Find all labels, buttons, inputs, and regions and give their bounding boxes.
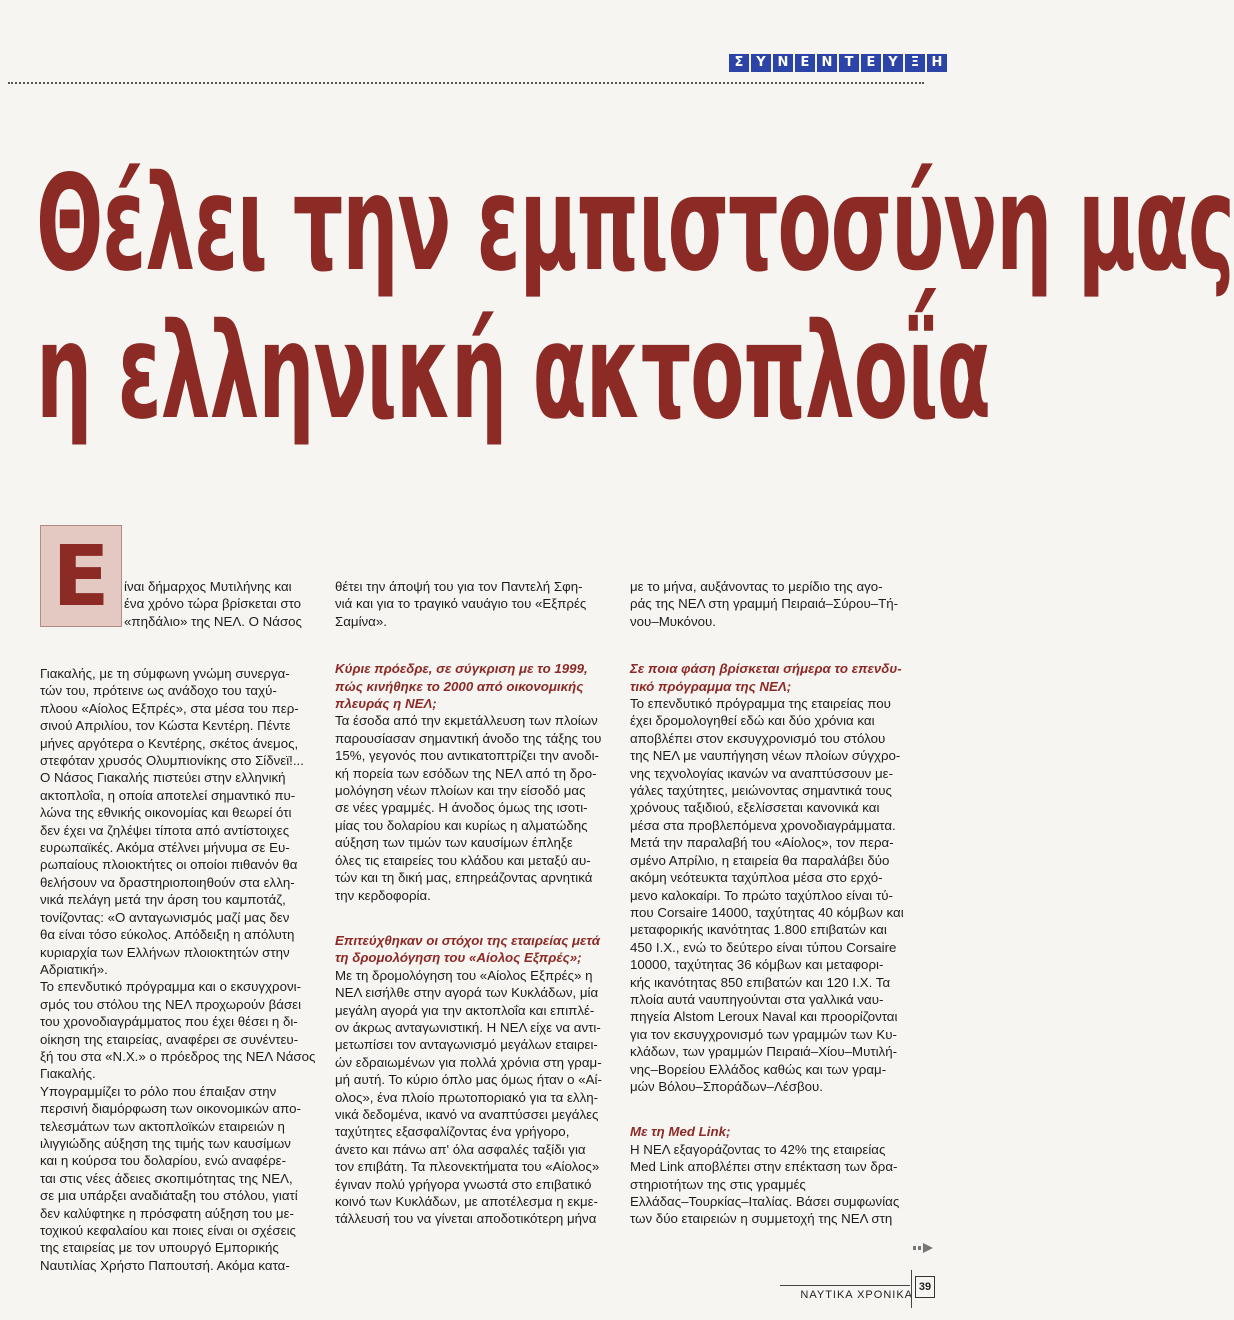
banner-letter: Ε [795, 54, 815, 72]
banner-letter: Σ [729, 54, 749, 72]
continue-arrow-icon [913, 1243, 935, 1253]
magazine-name: ΝΑΥΤΙΚΑ ΧΡΟΝΙΚΑ [800, 1289, 913, 1301]
paragraph: Υπογραμμίζει το ρόλο που έπαιξαν στην περσινή διαμόρφωση των οικονομικών απο- τελεσμάτων των ακτοπλοϊκών εταιρειών η ιλιγγιώδης αύξηση της τιμής των καυσίμων και η κούρσα του δολαρίου, ενώ αναφέρε- ται στις νέες άδειες σκοπιμότητας της ΝΕΛ, σε μια υπάρξει αναδιάταξη του στόλου, γιατί δεν καλύφτηκε η πρόσφατη αύξηση του με- τοχικού κεφαλαίου και ποιες είναι οι σχέσεις της εταιρείας με τον υπουργό Εμπορικής Ναυτιλίας Χρήστο Παπουτσή. Ακόμα κατα- [40, 1083, 301, 1273]
interview-question: Με τη Med Link; [630, 1124, 731, 1140]
banner-letter: Υ [751, 54, 771, 72]
paragraph: θέτει την άποψή του για τον Παντελή Σφη- νιά και για το τραγικό ναυάγιο του «Εξπρές Σαμίνα». [335, 579, 587, 629]
interview-question: Σε ποια φάση βρίσκεται σήμερα το επενδυ- τικό πρόγραμμα της ΝΕΛ; [630, 661, 902, 694]
paragraph: Γιακαλής, με τη σύμφωνη γνώμη συνεργα- τών του, πρότεινε ως ανάδοχο του ταχύ- πλοου «Αίολος Εξπρές», στα μέσα του περ- σινού Απριλίου, τον Κώστα Κεντέρη. Πέντε μήνες αργότερα ο Κεντέρης, σκέτος άνεμος, στεφόταν χρυσός Ολυμπιονίκης στο Σίδνεϊ!... Ο Νάσος Γιακαλής πιστεύει στην ελληνική ακτοπλοΐα, η οποία αποτελεί σημαντικό πυ- λώνα της εθνικής οικονομίας και θεωρεί ότι δεν έχει να ζηλέψει τίποτα από αντίστοιχες ευρωπαϊκές. Ακόμα στέλνει μήνυμα σε Ευ- ρωπαίους πλοιοκτήτες οι οποίοι πιθανόν θα θελήσουν να δραστηριοποιηθούν στα ελλη- νικά πελάγη μετά την άρση του καμποτάζ, τονίζοντας: «Ο ανταγωνισμός μαζί μας δεν θα είναι τόσο εύκολος. Απόδειξη η απόλυτη κυριαρχία των Ελλήνων πλοιοκτητών στην Αδριατική». [40, 666, 304, 977]
banner-letter: Τ [839, 54, 859, 72]
header-dotted-rule [8, 82, 924, 84]
drop-cap-letter: Ε [52, 527, 110, 625]
column-2 [335, 578, 620, 1228]
intro-paragraph: ίναι δήμαρχος Μυτιλήνης και ένα χρόνο τώρα βρίσκεται στο «πηδάλιο» της ΝΕΛ. Ο Νάσος [124, 579, 302, 629]
banner-letter: Ν [817, 54, 837, 72]
banner-letter: Ν [773, 54, 793, 72]
column-3 [630, 578, 920, 1228]
footer-rule [780, 1285, 910, 1286]
footer-divider [911, 1270, 912, 1308]
interview-question: Κύριε πρόεδρε, σε σύγκριση με το 1999, πώς κινήθηκε το 2000 από οικονομικής πλευράς η ΝΕΛ; [335, 661, 588, 712]
paragraph: Το επενδυτικό πρόγραμμα και ο εκσυγχρονι- σμός του στόλου της ΝΕΛ προχωρούν βάσει του χρονοδιαγράμματος που έχει θέσει η δι- οίκηση της εταιρείας, αναφέρει σε συνέντευ- ξή του στα «Ν.Χ.» ο πρόεδρος της ΝΕΛ Νάσος Γιακαλής. [40, 979, 316, 1082]
paragraph: με το μήνα, αυξάνοντας το μερίδιο της αγο- ράς της ΝΕΛ στη γραμμή Πειραιά–Σύρου–Τή- νου–Μυκόνου. [630, 579, 899, 629]
column-1-intro [124, 578, 324, 630]
banner-letter: Η [927, 54, 947, 72]
interview-answer: Το επενδυτικό πρόγραμμα της εταιρείας που έχει δρομολογηθεί εδώ και δύο χρόνια και αποβλέπει στον εκσυγχρονισμό του στόλου της ΝΕΛ με ναυπήγηση νέων πλοίων σύγχρο- νης τεχνολογίας ικανών να αναπτύσσουν με- γάλες ταχύτητες, μειώνοντας σημαντικά τους χρόνους ταξιδιού, εξελίσσεται κανονικά και μέσα στα προβλεπόμενα χρονοδιαγράμματα. Μετά την παραλαβή του «Αίολος», τον περα- σμένο Απρίλιο, η εταιρεία θα παραλάβει δύο ακόμη νεότευκτα ταχύπλοα μέσα στο ερχό- μενο καλοκαίρι. Το πρώτο ταχύπλοο είναι τύ- που Corsaire 14000, ταχύτητας 40 κόμβων και μεταφορικής ικανότητας 1.800 επιβατών και 450 Ι.Χ., ενώ το δεύτερο είναι τύπου Corsaire 10000, ταχύτητας 36 κόμβων και μεταφορι- κής ικανότητας 850 επιβατών και 120 Ι.Χ. Τα πλοία αυτά ναυπηγούνται στα γαλλικά ναυ- πηγεία Alstom Leroux Naval και προορίζονται για τον εκσυγχρονισμό των γραμμών των Κυ- κλάδων, των γραμμών Πειραιά–Χίου–Μυτιλή- νης–Βορείου Ελλάδος καθώς και των γραμ- μών Βόλου–Σποράδων–Λέσβου. [630, 696, 904, 1094]
interview-answer: Με τη δρομολόγηση του «Αίολος Εξπρές» η ΝΕΛ εισήλθε στην αγορά των Κυκλάδων, μία μεγάλη αγορά για την ακτοπλοΐα και επιπλέ- ον άκρως ανταγωνιστική. Η ΝΕΛ είχε να αντι- μετωπίσει τον ανταγωνισμό μεγάλων εταιρει- ών εδραιωμένων για πολλά χρόνια στη γραμ- μή αυτή. Το κύριο όπλο μας όμως ήταν ο «Αί- ολος», ένα πλοίο πρωτοποριακό για τα ελλη- νικά δεδομένα, ικανό να αναπτύσσει μεγάλες ταχύτητες εξασφαλίζοντας ένα γρήγορο, άνετο και πάνω απ' όλα ασφαλές ταξίδι για τον επιβάτη. Τα πλεονεκτήματα του «Αίολος» έγιναν πολύ γρήγορα γνωστά στο επιβατικό κοινό των Κυκλάδων, με αποτέλεσμα η εκμε- τάλλευσή του να γίνεται αποδοτικότερη μήνα [335, 967, 602, 1227]
interview-answer: Η ΝΕΛ εξαγοράζοντας το 42% της εταιρείας Med Link αποβλέπει στην επέκταση των δρα- στηριοτήτων της στις γραμμές Ελλάδας–Τουρκίας–Ιταλίας. Βάσει συμφωνίας των δύο εταιρειών η συμμετοχή της ΝΕΛ στη [630, 1141, 900, 1227]
page-number: 39 [915, 1276, 935, 1298]
interview-question: Επιτεύχθηκαν οι στόχοι της εταιρείας μετά τη δρομολόγηση του «Αίολος Εξπρές»; [335, 932, 601, 966]
headline-line-1: Θέλει την εμπιστοσύνη μας [36, 147, 1234, 301]
column-1 [40, 665, 325, 1274]
section-banner [729, 54, 947, 72]
headline-line-2: η ελληνική ακτοπλοΐα [36, 295, 990, 449]
banner-letter: Υ [883, 54, 903, 72]
interview-answer: Τα έσοδα από την εκμετάλλευση των πλοίων παρουσίασαν σημαντική άνοδο της τάξης του 15%, γεγονός που αντικατοπτρίζει την ανοδι- κή πορεία των εσόδων της ΝΕΛ από τη δρο- μολόγηση νέων πλοίων και την είσοδό μας σε νέες γραμμές. Η άνοδος όμως της ισοτι- μίας του δολαρίου και κυρίως η αλματώδης αύξηση των τιμών των καυσίμων έπληξε όλες τις εταιρείες του κλάδου και μεταξύ αυ- τών και τη δική μας, επηρεάζοντας αρνητικά την κερδοφορία. [335, 713, 602, 903]
headline [36, 147, 1234, 449]
banner-letter: Ξ [905, 54, 925, 72]
drop-cap-box [40, 525, 122, 627]
banner-letter: Ε [861, 54, 881, 72]
